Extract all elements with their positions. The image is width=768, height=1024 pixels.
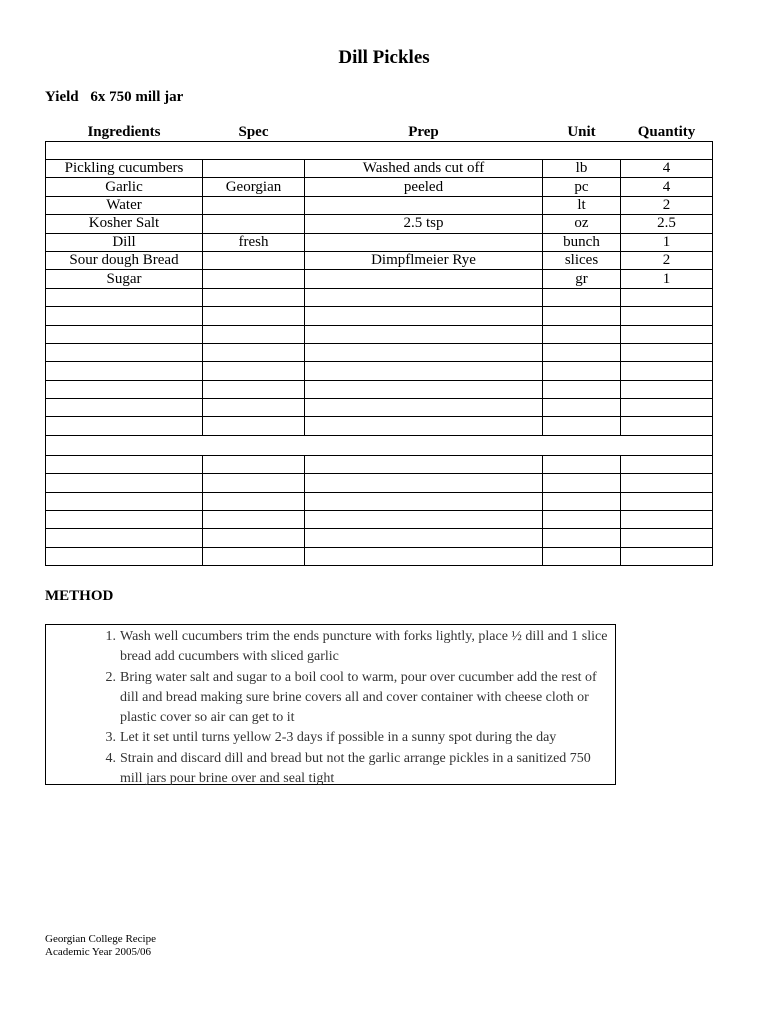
footer xyxy=(45,933,156,959)
ingredients-table xyxy=(45,123,713,566)
method-step xyxy=(46,749,615,790)
ingredient-cell: Sugar xyxy=(46,270,203,288)
quantity-cell xyxy=(621,492,713,510)
method-heading: METHOD xyxy=(45,588,114,604)
table-mid-spacer-row-cell xyxy=(46,435,713,455)
spec-cell xyxy=(203,251,305,269)
empty-table-row xyxy=(46,547,713,565)
spec-cell xyxy=(203,307,305,325)
unit-cell xyxy=(543,417,621,435)
spec-cell xyxy=(203,380,305,398)
unit-cell xyxy=(543,288,621,306)
unit-cell: lt xyxy=(543,196,621,214)
method-step-number: 3. xyxy=(105,730,116,746)
empty-table-row xyxy=(46,325,713,343)
prep-cell xyxy=(305,288,543,306)
header-unit: Unit xyxy=(567,124,596,140)
table-mid-spacer-row xyxy=(46,435,713,455)
table-top-spacer-row-cell xyxy=(46,142,713,160)
prep-cell xyxy=(305,196,543,214)
prep-cell xyxy=(305,343,543,361)
unit-cell xyxy=(543,547,621,565)
unit-cell xyxy=(543,455,621,473)
yield-line xyxy=(45,89,183,106)
quantity-cell xyxy=(621,529,713,547)
table-body xyxy=(46,142,713,566)
unit-cell xyxy=(543,343,621,361)
ingredient-cell: Sour dough Bread xyxy=(46,251,203,269)
spec-cell xyxy=(203,288,305,306)
empty-table-row xyxy=(46,288,713,306)
prep-cell xyxy=(305,417,543,435)
header-spec: Spec xyxy=(238,124,269,140)
spec-cell xyxy=(203,325,305,343)
prep-cell xyxy=(305,529,543,547)
spec-cell xyxy=(203,196,305,214)
quantity-cell: 2 xyxy=(621,196,713,214)
empty-table-row xyxy=(46,511,713,529)
spec-cell xyxy=(203,474,305,492)
prep-cell xyxy=(305,362,543,380)
empty-table-row xyxy=(46,399,713,417)
quantity-cell: 1 xyxy=(621,270,713,288)
spec-cell xyxy=(203,160,305,178)
yield-value: 6x 750 mill jar xyxy=(90,89,184,105)
quantity-cell xyxy=(621,399,713,417)
method-step-number: 1. xyxy=(105,629,116,644)
method-step-number: 4. xyxy=(105,750,116,766)
ingredient-cell xyxy=(46,492,203,510)
ingredient-cell: Garlic xyxy=(46,178,203,196)
method-box xyxy=(45,624,616,785)
ingredient-cell: Kosher Salt xyxy=(46,215,203,233)
spec-cell: fresh xyxy=(203,233,305,251)
empty-table-row xyxy=(46,492,713,510)
method-step-number: 2. xyxy=(105,669,116,685)
unit-cell: lb xyxy=(543,160,621,178)
unit-cell xyxy=(543,380,621,398)
prep-cell xyxy=(305,547,543,565)
empty-table-row xyxy=(46,343,713,361)
spec-cell xyxy=(203,529,305,547)
ingredient-cell xyxy=(46,343,203,361)
prep-cell xyxy=(305,233,543,251)
quantity-cell xyxy=(621,307,713,325)
quantity-cell: 1 xyxy=(621,233,713,251)
spec-cell xyxy=(203,362,305,380)
ingredient-cell: Water xyxy=(46,196,203,214)
table-top-spacer-row xyxy=(46,142,713,160)
footer-academic-year: Academic Year 2005/06 xyxy=(45,946,152,958)
footer-institution: Georgian College Recipe xyxy=(45,933,156,945)
spec-cell xyxy=(203,399,305,417)
ingredient-cell xyxy=(46,474,203,492)
prep-cell xyxy=(305,492,543,510)
ingredient-cell xyxy=(46,399,203,417)
ingredient-cell xyxy=(46,325,203,343)
ingredient-cell: Pickling cucumbers xyxy=(46,160,203,178)
unit-cell xyxy=(543,399,621,417)
prep-cell xyxy=(305,511,543,529)
prep-cell xyxy=(305,474,543,492)
unit-cell: oz xyxy=(543,215,621,233)
header-quantity: Quantity xyxy=(637,124,696,140)
method-step xyxy=(46,627,615,668)
quantity-cell: 2.5 xyxy=(621,215,713,233)
table-row xyxy=(46,215,713,233)
ingredient-cell: Dill xyxy=(46,233,203,251)
header-ingredients: Ingredients xyxy=(87,124,161,140)
table-row xyxy=(46,233,713,251)
spec-cell xyxy=(203,455,305,473)
unit-cell: pc xyxy=(543,178,621,196)
spec-cell: Georgian xyxy=(203,178,305,196)
table-row xyxy=(46,196,713,214)
spec-cell xyxy=(203,492,305,510)
spec-cell xyxy=(203,343,305,361)
quantity-cell xyxy=(621,343,713,361)
table-row xyxy=(46,178,713,196)
method-steps-list xyxy=(46,627,615,789)
unit-cell: slices xyxy=(543,251,621,269)
spec-cell xyxy=(203,215,305,233)
unit-cell xyxy=(543,492,621,510)
quantity-cell xyxy=(621,417,713,435)
quantity-cell: 4 xyxy=(621,178,713,196)
unit-cell xyxy=(543,307,621,325)
prep-cell: Dimpflmeier Rye xyxy=(305,251,543,269)
table-header-row xyxy=(46,123,713,142)
quantity-cell xyxy=(621,288,713,306)
method-step xyxy=(46,668,615,729)
ingredient-cell xyxy=(46,511,203,529)
method-step-text: Let it set until turns yellow 2-3 days if possible in a sunny spot during the day xyxy=(120,730,557,746)
table-row xyxy=(46,270,713,288)
spec-cell xyxy=(203,511,305,529)
quantity-cell: 2 xyxy=(621,251,713,269)
ingredient-cell xyxy=(46,380,203,398)
unit-cell: gr xyxy=(543,270,621,288)
spec-cell xyxy=(203,547,305,565)
spec-cell xyxy=(203,417,305,435)
method-step-text: Strain and discard dill and bread but not the garlic arrange pickles in a sanitized 750 mill jars pour brine over and seal tight xyxy=(120,750,591,787)
quantity-cell xyxy=(621,474,713,492)
prep-cell xyxy=(305,380,543,398)
empty-table-row xyxy=(46,307,713,325)
prep-cell: Washed ands cut off xyxy=(305,160,543,178)
unit-cell xyxy=(543,325,621,343)
table-row xyxy=(46,251,713,269)
ingredient-cell xyxy=(46,362,203,380)
yield-label: Yield xyxy=(45,89,79,105)
spec-cell xyxy=(203,270,305,288)
method-step-text: Bring water salt and sugar to a boil cool to warm, pour over cucumber add the rest of dill and bread making sure brine covers all and cover container with cheese cloth or plastic cover so air can get to it xyxy=(120,669,597,726)
quantity-cell xyxy=(621,547,713,565)
prep-cell: 2.5 tsp xyxy=(305,215,543,233)
prep-cell: peeled xyxy=(305,178,543,196)
unit-cell xyxy=(543,474,621,492)
quantity-cell xyxy=(621,380,713,398)
ingredient-cell xyxy=(46,547,203,565)
prep-cell xyxy=(305,270,543,288)
prep-cell xyxy=(305,455,543,473)
unit-cell: bunch xyxy=(543,233,621,251)
method-step-text: Wash well cucumbers trim the ends puncture with forks lightly, place ½ dill and 1 slice bread add cucumbers with sliced garlic xyxy=(120,629,608,665)
unit-cell xyxy=(543,362,621,380)
empty-table-row xyxy=(46,417,713,435)
quantity-cell xyxy=(621,511,713,529)
header-prep: Prep xyxy=(408,124,439,140)
quantity-cell: 4 xyxy=(621,160,713,178)
unit-cell xyxy=(543,529,621,547)
prep-cell xyxy=(305,307,543,325)
quantity-cell xyxy=(621,325,713,343)
ingredient-cell xyxy=(46,529,203,547)
empty-table-row xyxy=(46,455,713,473)
table-row xyxy=(46,160,713,178)
ingredient-cell xyxy=(46,307,203,325)
quantity-cell xyxy=(621,362,713,380)
empty-table-row xyxy=(46,362,713,380)
unit-cell xyxy=(543,511,621,529)
empty-table-row xyxy=(46,529,713,547)
page-title: Dill Pickles xyxy=(338,47,430,68)
prep-cell xyxy=(305,325,543,343)
method-step xyxy=(46,728,615,748)
ingredient-cell xyxy=(46,455,203,473)
ingredient-cell xyxy=(46,417,203,435)
ingredient-cell xyxy=(46,288,203,306)
empty-table-row xyxy=(46,380,713,398)
quantity-cell xyxy=(621,455,713,473)
empty-table-row xyxy=(46,474,713,492)
prep-cell xyxy=(305,399,543,417)
